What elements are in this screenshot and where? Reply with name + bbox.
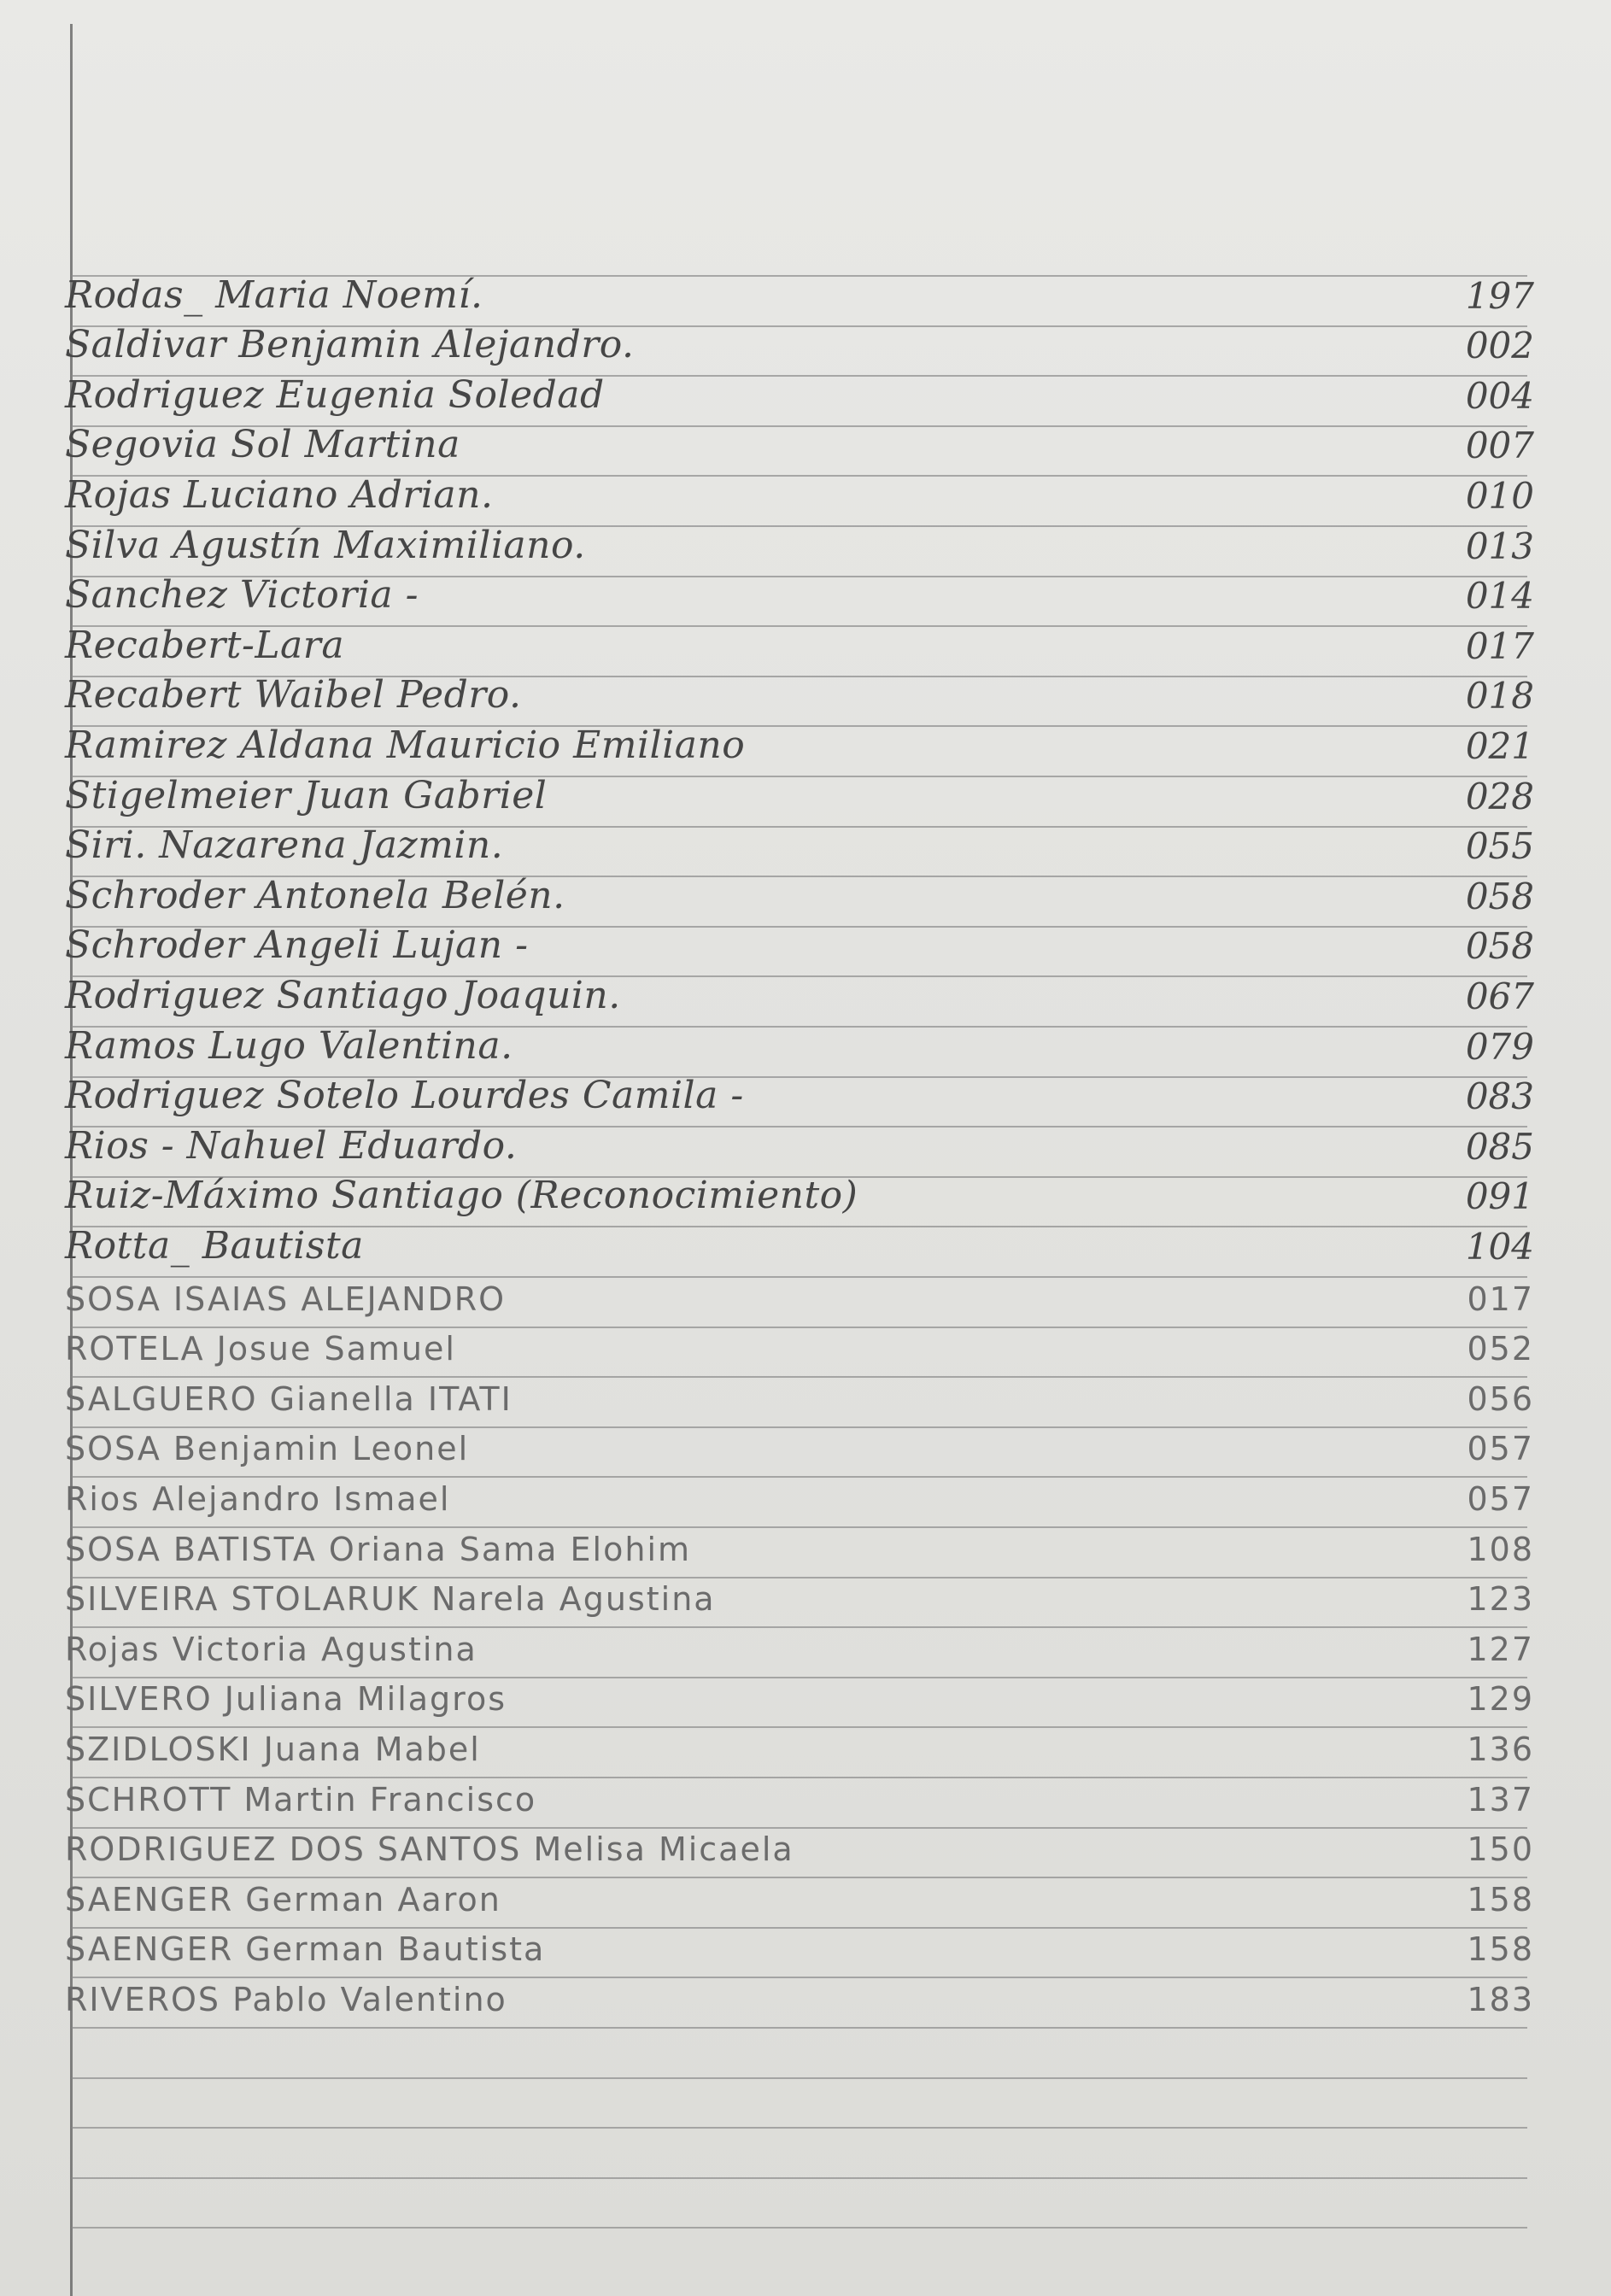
student-number: 091 <box>1465 1175 1534 1217</box>
list-item <box>0 1024 1611 1076</box>
student-name: RIVEROS Pablo Valentino <box>65 1981 507 2018</box>
list-item <box>0 1277 1611 1327</box>
list-item <box>0 1076 1611 1126</box>
student-name: Rodriguez Sotelo Lourdes Camila - <box>65 1074 744 1117</box>
student-number: 108 <box>1467 1531 1534 1568</box>
ruled-line <box>72 2227 1527 2229</box>
ruled-line <box>72 2127 1527 2129</box>
student-number: 085 <box>1465 1126 1534 1168</box>
student-name: SZIDLOSKI Juana Mabel <box>65 1731 481 1768</box>
list-item <box>0 1224 1611 1276</box>
student-name: Rios - Nahuel Eduardo. <box>65 1124 518 1168</box>
student-name: Rotta_ Bautista <box>65 1224 364 1268</box>
student-number: 129 <box>1467 1680 1534 1718</box>
student-number: 150 <box>1467 1830 1534 1868</box>
list-item <box>0 876 1611 926</box>
list-item <box>0 425 1611 475</box>
list-item <box>0 1677 1611 1726</box>
list-item <box>0 1124 1611 1176</box>
student-number: 104 <box>1465 1226 1534 1268</box>
list-item <box>0 923 1611 975</box>
student-number: 058 <box>1465 876 1534 917</box>
student-number: 158 <box>1467 1881 1534 1918</box>
student-number: 052 <box>1467 1330 1534 1368</box>
student-name: ROTELA Josue Samuel <box>65 1330 456 1368</box>
student-number: 127 <box>1467 1631 1534 1668</box>
student-number: 158 <box>1467 1930 1534 1968</box>
student-number: 017 <box>1467 1280 1534 1318</box>
list-item <box>0 573 1611 625</box>
student-number: 007 <box>1465 425 1534 466</box>
list-item <box>0 976 1611 1026</box>
list-item <box>0 673 1611 725</box>
student-name: Segovia Sol Martina <box>65 423 460 466</box>
list-item <box>0 626 1611 676</box>
list-item <box>0 325 1611 375</box>
student-number: 197 <box>1465 275 1534 317</box>
student-name: Rodriguez Eugenia Soledad <box>65 373 605 417</box>
student-name: Recabert-Lara <box>65 624 345 667</box>
student-number: 018 <box>1465 675 1534 717</box>
student-number: 067 <box>1465 975 1534 1017</box>
student-name: SAENGER German Bautista <box>65 1930 546 1968</box>
ruled-line <box>72 2077 1527 2079</box>
list-item <box>0 1477 1611 1526</box>
list-item <box>0 823 1611 876</box>
student-number: 002 <box>1465 325 1534 366</box>
student-number: 021 <box>1465 725 1534 767</box>
list-item <box>0 1176 1611 1226</box>
list-item <box>0 1627 1611 1677</box>
student-name: Schroder Antonela Belén. <box>65 874 565 917</box>
list-item <box>0 1527 1611 1577</box>
student-number: 123 <box>1467 1580 1534 1618</box>
list-item <box>0 273 1611 325</box>
student-number: 057 <box>1467 1480 1534 1518</box>
student-number: 183 <box>1467 1981 1534 2018</box>
list-item <box>0 1977 1611 2027</box>
student-name: SCHROTT Martin Francisco <box>65 1781 537 1819</box>
student-name: Rios Alejandro Ismael <box>65 1480 451 1518</box>
student-name: Ramirez Aldana Mauricio Emiliano <box>65 723 746 767</box>
ruled-line <box>72 2177 1527 2179</box>
student-name: SILVEIRA STOLARUK Narela Agustina <box>65 1580 716 1618</box>
student-number: 057 <box>1467 1430 1534 1467</box>
list-item <box>0 723 1611 776</box>
student-number: 028 <box>1465 776 1534 817</box>
student-name: Recabert Waibel Pedro. <box>65 673 522 717</box>
student-name: SAENGER German Aaron <box>65 1881 501 1918</box>
student-number: 055 <box>1465 825 1534 867</box>
student-name: Stigelmeier Juan Gabriel <box>65 774 548 817</box>
student-name: Sanchez Victoria - <box>65 573 419 617</box>
list-item <box>0 776 1611 826</box>
student-name: Ruiz-Máximo Santiago (Reconocimiento) <box>65 1174 858 1217</box>
list-item <box>0 1877 1611 1927</box>
list-item <box>0 1426 1611 1476</box>
student-number: 004 <box>1465 375 1534 417</box>
student-number: 137 <box>1467 1781 1534 1819</box>
student-number: 058 <box>1465 925 1534 967</box>
student-number: 083 <box>1465 1075 1534 1117</box>
student-number: 079 <box>1465 1026 1534 1068</box>
student-number: 056 <box>1467 1380 1534 1418</box>
student-name: Rodriguez Santiago Joaquin. <box>65 974 621 1017</box>
student-name: Rojas Victoria Agustina <box>65 1631 477 1668</box>
student-number: 136 <box>1467 1731 1534 1768</box>
student-number: 014 <box>1465 575 1534 617</box>
student-number: 017 <box>1465 625 1534 667</box>
list-item <box>0 1577 1611 1626</box>
student-name: Ramos Lugo Valentina. <box>65 1024 513 1068</box>
student-name: SALGUERO Gianella ITATI <box>65 1380 513 1418</box>
student-name: Silva Agustín Maximiliano. <box>65 524 586 567</box>
student-name: SILVERO Juliana Milagros <box>65 1680 507 1718</box>
student-number: 010 <box>1465 475 1534 517</box>
student-name: SOSA Benjamin Leonel <box>65 1430 470 1467</box>
list-item <box>0 1778 1611 1827</box>
student-name: Siri. Nazarena Jazmin. <box>65 823 504 867</box>
list-item <box>0 1927 1611 1977</box>
student-name: Saldivar Benjamin Alejandro. <box>65 323 635 366</box>
student-name: SOSA ISAIAS ALEJANDRO <box>65 1280 507 1318</box>
list-item <box>0 473 1611 525</box>
list-item <box>0 1727 1611 1777</box>
list-item <box>0 1327 1611 1376</box>
student-name: SOSA BATISTA Oriana Sama Elohim <box>65 1531 692 1568</box>
list-item <box>0 373 1611 425</box>
student-name: Schroder Angeli Lujan - <box>65 923 529 967</box>
student-name: Rodas_ Maria Noemí. <box>65 273 483 317</box>
list-item <box>0 1827 1611 1877</box>
list-item <box>0 1377 1611 1426</box>
list-item <box>0 526 1611 576</box>
student-name: Rojas Luciano Adrian. <box>65 473 494 517</box>
student-number: 013 <box>1465 525 1534 567</box>
student-name: RODRIGUEZ DOS SANTOS Melisa Micaela <box>65 1830 794 1868</box>
ruled-line <box>72 2027 1527 2029</box>
